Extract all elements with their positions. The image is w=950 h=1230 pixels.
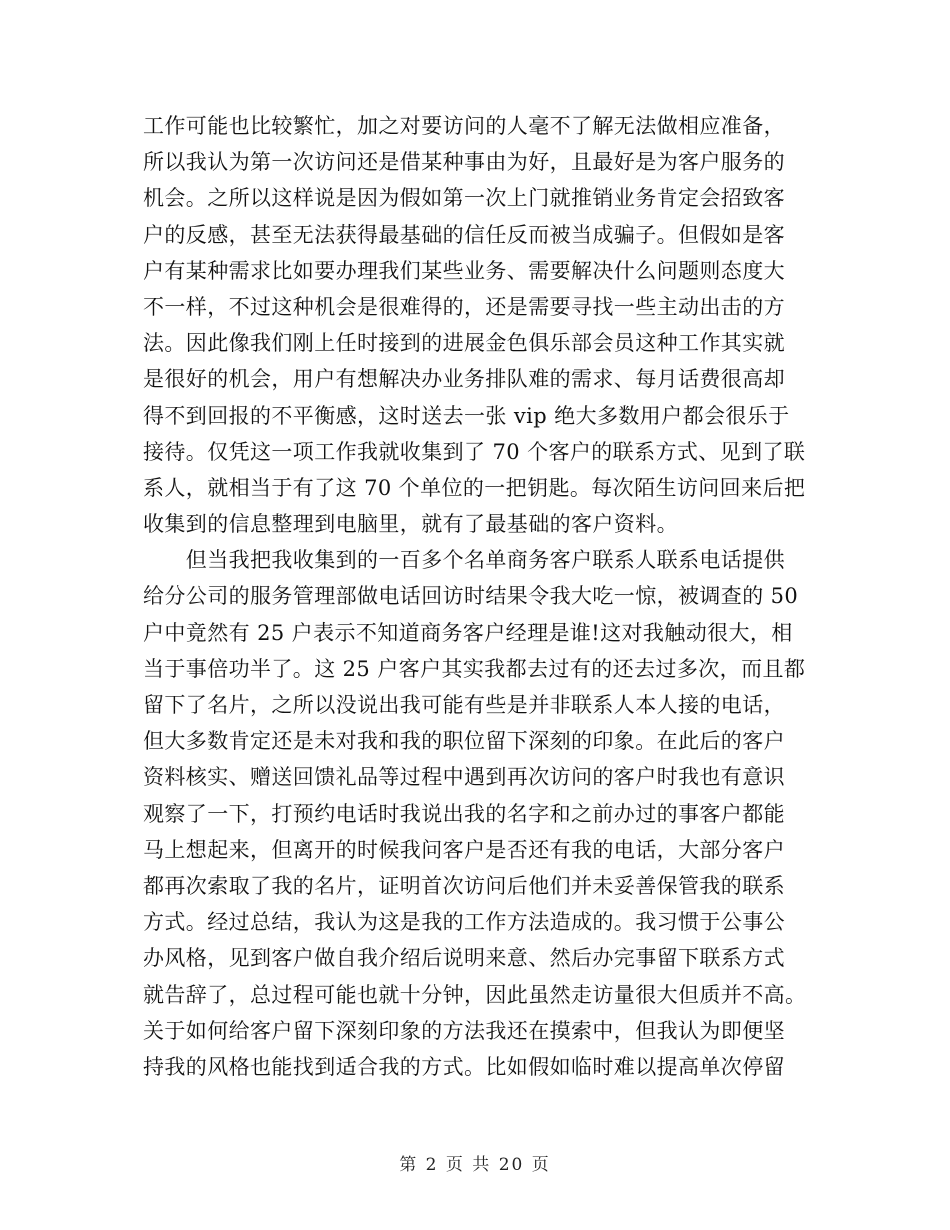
body-text	[143, 108, 808, 1085]
text-line: 所以我认为第一次访问还是借某种事由为好，且最好是为客户服务的	[143, 150, 785, 175]
text-line: 户中竟然有 25 户表示不知道商务客户经理是谁!这对我触动很大，相	[143, 620, 793, 645]
text-line: 接待。仅凭这一项工作我就收集到了 70 个客户的联系方式、见到了联	[143, 439, 806, 464]
text-line: 持我的风格也能找到适合我的方式。比如假如临时难以提高单次停留	[143, 1054, 785, 1079]
text-line: 就告辞了，总过程可能也就十分钟，因此虽然走访量很大但质并不高。	[143, 982, 807, 1007]
text-line: 留下了名片，之所以没说出我可能有些是并非联系人本人接的电话，	[143, 693, 785, 717]
text-line: 户有某种需求比如要办理我们某些业务、需要解决什么问题则态度大	[143, 258, 785, 283]
text-line: 不一样，不过这种机会是很难得的，还是需要寻找一些主动出击的方	[143, 294, 785, 319]
text-line: 方式。经过总结，我认为这是我的工作方法造成的。我习惯于公事公	[143, 910, 785, 935]
text-line: 法。因此像我们刚上任时接到的进展金色俱乐部会员这种工作其实就	[143, 331, 785, 356]
text-line: 资料核实、赠送回馈礼品等过程中遇到再次访问的客户时我也有意识	[143, 765, 785, 790]
text-line: 工作可能也比较繁忙，加之对要访问的人毫不了解无法做相应准备，	[143, 114, 785, 138]
text-line: 当于事倍功半了。这 25 户客户其实我都去过有的还去过多次，而且都	[143, 656, 806, 681]
text-line: 机会。之所以这样说是因为假如第一次上门就推销业务肯定会招致客	[143, 186, 785, 211]
text-line: 收集到的信息整理到电脑里，就有了最基础的客户资料。	[143, 512, 678, 537]
text-line: 系人，就相当于有了这 70 个单位的一把钥匙。每次陌生访问回来后把	[143, 475, 806, 500]
text-line: 办风格，见到客户做自我介绍后说明来意、然后办完事留下联系方式	[143, 946, 785, 971]
text-line: 关于如何给客户留下深刻印象的方法我还在摸索中，但我认为即便坚	[143, 1018, 785, 1043]
text-line: 户的反感，甚至无法获得最基础的信任反而被当成骗子。但假如是客	[143, 222, 785, 247]
text-line: 但大多数肯定还是未对我和我的职位留下深刻的印象。在此后的客户	[143, 729, 785, 754]
text-line: 是很好的机会，用户有想解决办业务排队难的需求、每月话费很高却	[143, 367, 785, 392]
text-line: 观察了一下，打预约电话时我说出我的名字和之前办过的事客户都能	[143, 801, 785, 826]
text-line: 给分公司的服务管理部做电话回访时结果令我大吃一惊，被调查的 50	[143, 584, 799, 609]
text-line: 马上想起来，但离开的时候我问客户是否还有我的电话，大部分客户	[143, 837, 785, 862]
paragraph-start-line: 但当我把我收集到的一百多个名单商务客户联系人联系电话提供	[143, 548, 785, 573]
text-line: 都再次索取了我的名片，证明首次访问后他们并未妥善保管我的联系	[143, 873, 785, 898]
text-line: 得不到回报的不平衡感，这时送去一张 vip 绝大多数用户都会很乐于	[143, 403, 790, 428]
page-number-footer: 第 2 页 共 20 页	[399, 1155, 551, 1175]
